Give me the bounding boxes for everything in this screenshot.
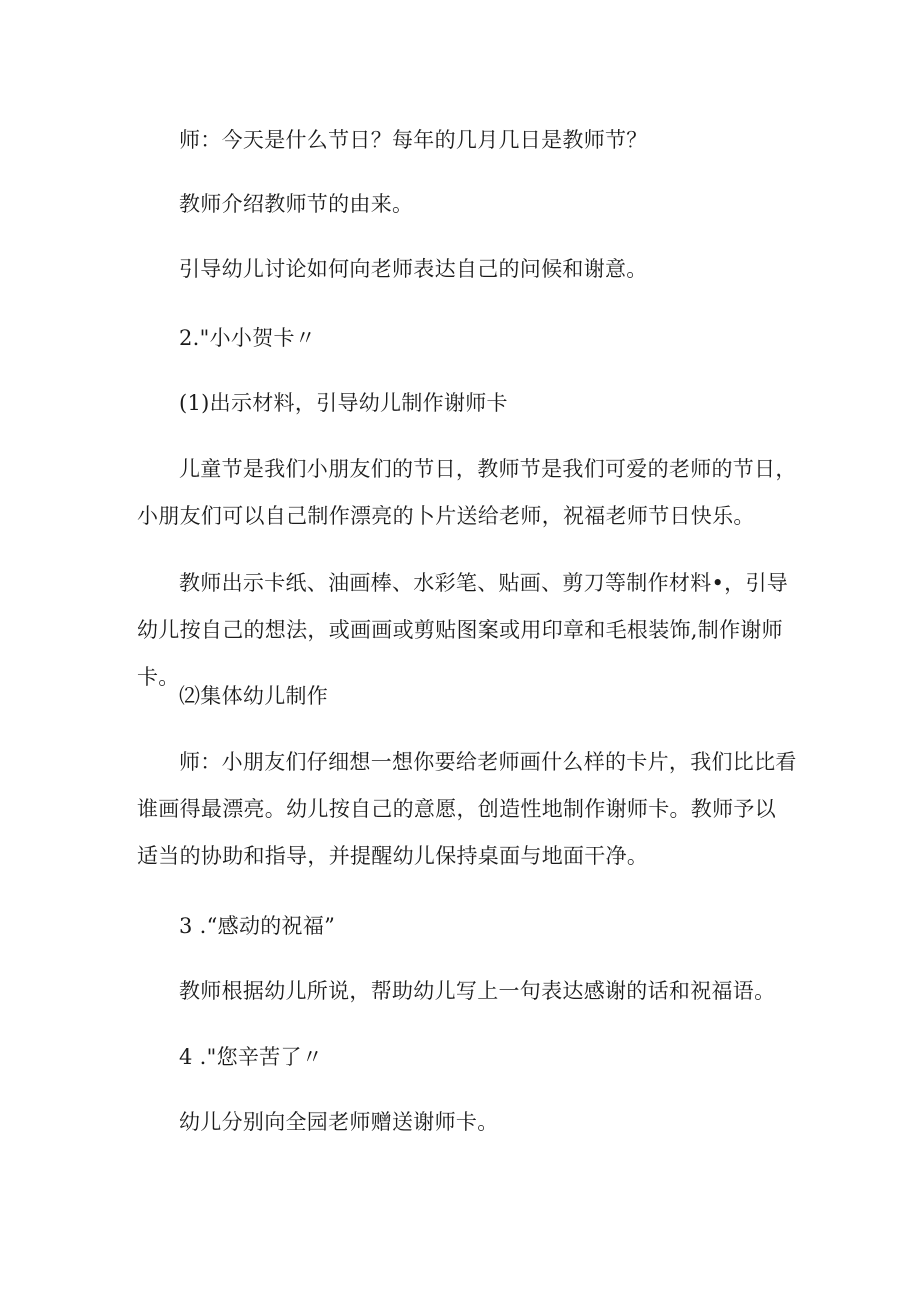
- section-heading-thank-you: 4 ."您辛苦了〃: [179, 1045, 324, 1069]
- paragraph-introduce-origin: 教师介绍教师节的由来。: [179, 192, 414, 216]
- subsection-heading-show-materials: (1)出示材料，引导幼儿制作谢师卡: [179, 391, 508, 415]
- paragraph-teacher-question: 师：今天是什么节日？每年的几月几日是教师节？: [179, 128, 648, 152]
- paragraph-give-cards: 幼儿分别向全园老师赠送谢师卡。: [179, 1110, 499, 1134]
- paragraph-write-thanks: 教师根据幼儿所说，帮助幼儿写上一句表达感谢的话和祝福语。: [179, 979, 776, 1003]
- section-heading-small-card: 2."小小贺卡〃: [179, 326, 317, 350]
- paragraph-childrens-day: 儿童节是我们小朋友们的节日，教师节是我们可爱的老师的节日，小朋友们可以自己制作漂亮的卜片送给老师，祝福老师节日快乐。: [137, 457, 797, 528]
- paragraph-think-about-card: 师：小朋友们仔细想一想你要给老师画什么样的卡片，我们比比看谁画得最漂亮。幼儿按自己的意愿，创造性地制作谢师卡。教师予以适当的协助和指导，并提醒幼儿保持桌面与地面干净。: [137, 750, 797, 868]
- subsection-heading-group-making: ⑵集体幼儿制作: [179, 684, 329, 708]
- paragraph-guide-discussion: 引导幼儿讨论如何向老师表达自己的问候和谢意。: [179, 257, 648, 281]
- section-heading-touching-blessing: 3 .“感动的祝福”: [179, 914, 336, 938]
- paragraph-show-card-materials: 教师出示卡纸、油画棒、水彩笔、贴画、剪刀等制作材料•，引导幼儿按自己的想法，或画画或剪贴图案或用印章和毛根装饰,制作谢师卡。: [137, 571, 789, 689]
